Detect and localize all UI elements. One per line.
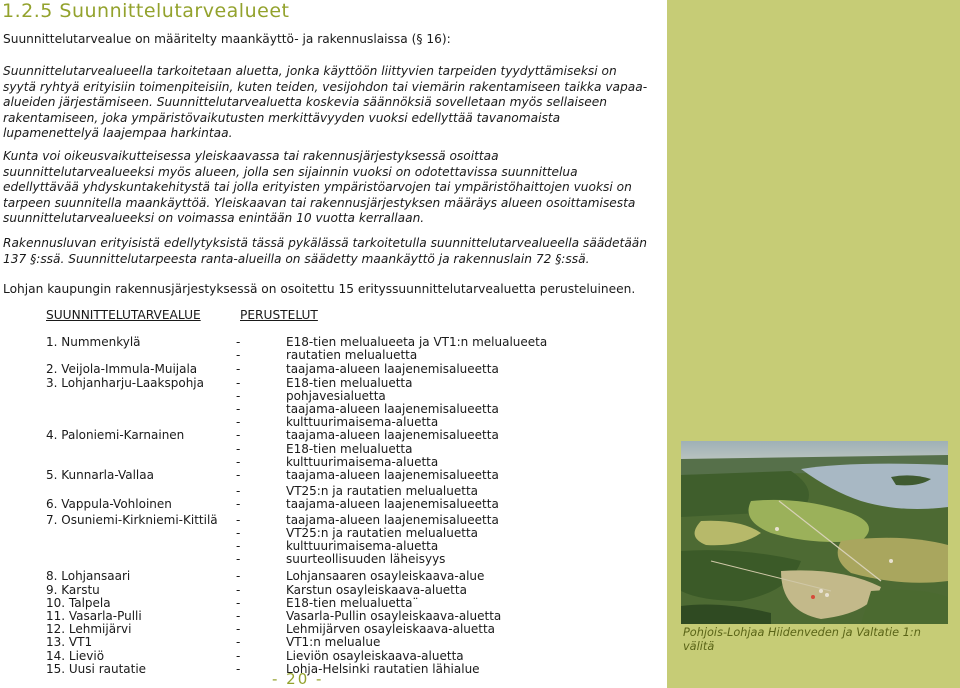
row-area-name: 4. Paloniemi-Karnainen <box>46 428 185 443</box>
row-area-name: 9. Karstu <box>46 582 100 597</box>
lohja-paragraph: Lohjan kaupungin rakennusjärjestyksessä on osoitettu 15 erityssuunnittelutarvealuetta perusteluineen. <box>3 282 636 296</box>
row-dash: - <box>236 648 241 663</box>
section-number: 1.2.5 <box>2 0 53 22</box>
row-dash: - <box>236 375 241 390</box>
row-area-name: 8. Lohjansaari <box>46 569 131 584</box>
row-dash: - <box>236 454 241 469</box>
row-area-name: 2. Veijola-Immula-Muijala <box>46 362 198 377</box>
row-reason: VT1:n melualue <box>286 635 381 650</box>
row-dash: - <box>236 348 241 363</box>
row-dash: - <box>236 468 241 482</box>
row-dash: - <box>236 497 241 512</box>
law-quote-paragraph-1: Suunnittelutarvealueella tarkoitetaan aluetta, jonka käyttöön liittyvien tarpeiden tyydyttämiseksi on syytä ryhtyä erityisiin toimenpiteisiin, kuten teiden, vesijohdon tai viemärin rakentamiseen taikka vapaa-alueiden järjestämiseen. Suunnittelutarvealuetta koskevia säännöksiä sovelletaan myös sellaiseen rakentamiseen, joka ympäristövaikutusten merkittävyyden vuoksi edellyttää tavanomaista lupamenettelyä laajempaa harkintaa. <box>3 64 648 141</box>
row-reason: taajama-alueen laajenemisalueetta <box>286 468 499 482</box>
row-reason: rautatien melualuetta <box>286 348 418 363</box>
row-dash: - <box>236 388 241 403</box>
row-dash: - <box>236 552 241 567</box>
row-reason: kulttuurimaisema-aluetta <box>286 415 439 430</box>
row-area-name: 10. Talpela <box>46 595 111 610</box>
row-reason: Vasarla-Pullin osayleiskaava-aluetta <box>286 609 502 623</box>
row-reason: taajama-alueen laajenemisalueetta <box>286 512 499 527</box>
photo-caption: Pohjois-Lohjaa Hiidenveden ja Valtatie 1:n välitä <box>683 626 921 653</box>
column-header-reason: PERUSTELUT <box>240 308 318 322</box>
row-dash: - <box>236 609 241 623</box>
aerial-landscape-photo <box>681 441 948 624</box>
row-area-name: 1. Nummenkylä <box>46 335 141 349</box>
row-reason: Lieviön osayleiskaava-aluetta <box>286 648 464 663</box>
row-area-name: 14. Lieviö <box>46 648 105 663</box>
row-dash: - <box>236 569 241 584</box>
row-reason: VT25:n ja rautatien melualuetta <box>286 484 479 499</box>
row-dash: - <box>236 539 241 553</box>
row-area-name: 15. Uusi rautatie <box>46 661 147 676</box>
row-area-name: 6. Vappula-Vohloinen <box>46 497 172 512</box>
row-reason: taajama-alueen laajenemisalueetta <box>286 428 499 443</box>
row-reason: Karstun osayleiskaava-aluetta <box>286 582 467 597</box>
row-area-name: 5. Kunnarla-Vallaa <box>46 468 154 482</box>
row-reason: E18-tien melualuetta <box>286 375 413 390</box>
section-heading <box>2 0 289 22</box>
row-dash: - <box>236 622 241 637</box>
row-reason: Lohjansaaren osayleiskaava-alue <box>286 569 485 584</box>
row-dash: - <box>236 635 241 650</box>
row-reason: E18-tien melualuetta <box>286 441 413 456</box>
row-dash: - <box>236 661 241 676</box>
row-area-name: 13. VT1 <box>46 635 93 650</box>
row-reason: kulttuurimaisema-aluetta <box>286 539 439 553</box>
row-reason: taajama-alueen laajenemisalueetta <box>286 362 499 377</box>
row-dash: - <box>236 428 241 443</box>
intro-paragraph: Suunnittelutarvealue on määritelty maankäyttö- ja rakennuslaissa (§ 16): <box>3 32 451 46</box>
row-dash: - <box>236 362 241 377</box>
row-reason: taajama-alueen laajenemisalueetta <box>286 497 499 512</box>
row-reason: Lehmijärven osayleiskaava-aluetta <box>286 622 496 637</box>
page-number: - 20 - <box>272 670 324 688</box>
row-area-name: 11. Vasarla-Pulli <box>46 609 142 623</box>
row-reason: VT25:n ja rautatien melualuetta <box>286 525 479 540</box>
row-dash: - <box>236 512 241 527</box>
row-reason: suurteollisuuden läheisyys <box>286 552 446 567</box>
row-dash: - <box>236 441 241 456</box>
row-dash: - <box>236 582 241 597</box>
row-reason: Lohja-Helsinki rautatien lähialue <box>286 661 480 676</box>
row-area-name: 12. Lehmijärvi <box>46 622 132 637</box>
row-reason: kulttuurimaisema-aluetta <box>286 454 439 469</box>
law-quote-paragraph-2: Kunta voi oikeusvaikutteisessa yleiskaavassa tai rakennusjärjestyksessä osoittaa suunnittelutarvealueeksi myös alueen, jolla sen sijainnin vuoksi on odotettavissa suunnittelua edellyttävää yhdyskuntakehitystä tai jolla erityisten ympäristöarvojen tai ympäristöhaittojen vuoksi on tarpeen suunnitella maankäyttöä. Yleiskaavan tai rakennusjärjestyksen määräys alueen osoittamisesta suunnittelutarvealueeksi on voimassa enintään 10 vuotta kerrallaan. <box>3 149 636 226</box>
row-area-name: 3. Lohjanharju-Laakspohja <box>46 375 204 390</box>
row-area-name: 7. Osuniemi-Kirkniemi-Kittilä <box>46 512 218 527</box>
row-reason: taajama-alueen laajenemisalueetta <box>286 402 499 416</box>
row-reason: pohjavesialuetta <box>286 388 386 403</box>
row-reason: E18-tien melualueeta ja VT1:n melualueeta <box>286 335 548 349</box>
aerial-photo-illustration <box>681 441 948 624</box>
row-dash: - <box>236 402 241 416</box>
column-header-area: SUUNNITTELUTARVEALUE <box>46 308 201 322</box>
row-dash: - <box>236 525 241 540</box>
row-dash: - <box>236 595 241 610</box>
row-reason: E18-tien melualuetta¨ <box>286 595 419 610</box>
row-dash: - <box>236 484 241 499</box>
row-dash: - <box>236 415 241 430</box>
section-title: Suunnittelutarvealueet <box>59 0 290 22</box>
law-quote-paragraph-3: Rakennusluvan erityisistä edellytyksistä tässä pykälässä tarkoitetulla suunnittelutarvealueella säädetään 137 §:ssä. Suunnittelutarpeesta ranta-alueilla on säädetty maankäyttö ja rakennuslain 72 §:ssä. <box>3 236 647 266</box>
row-dash: - <box>236 335 241 349</box>
